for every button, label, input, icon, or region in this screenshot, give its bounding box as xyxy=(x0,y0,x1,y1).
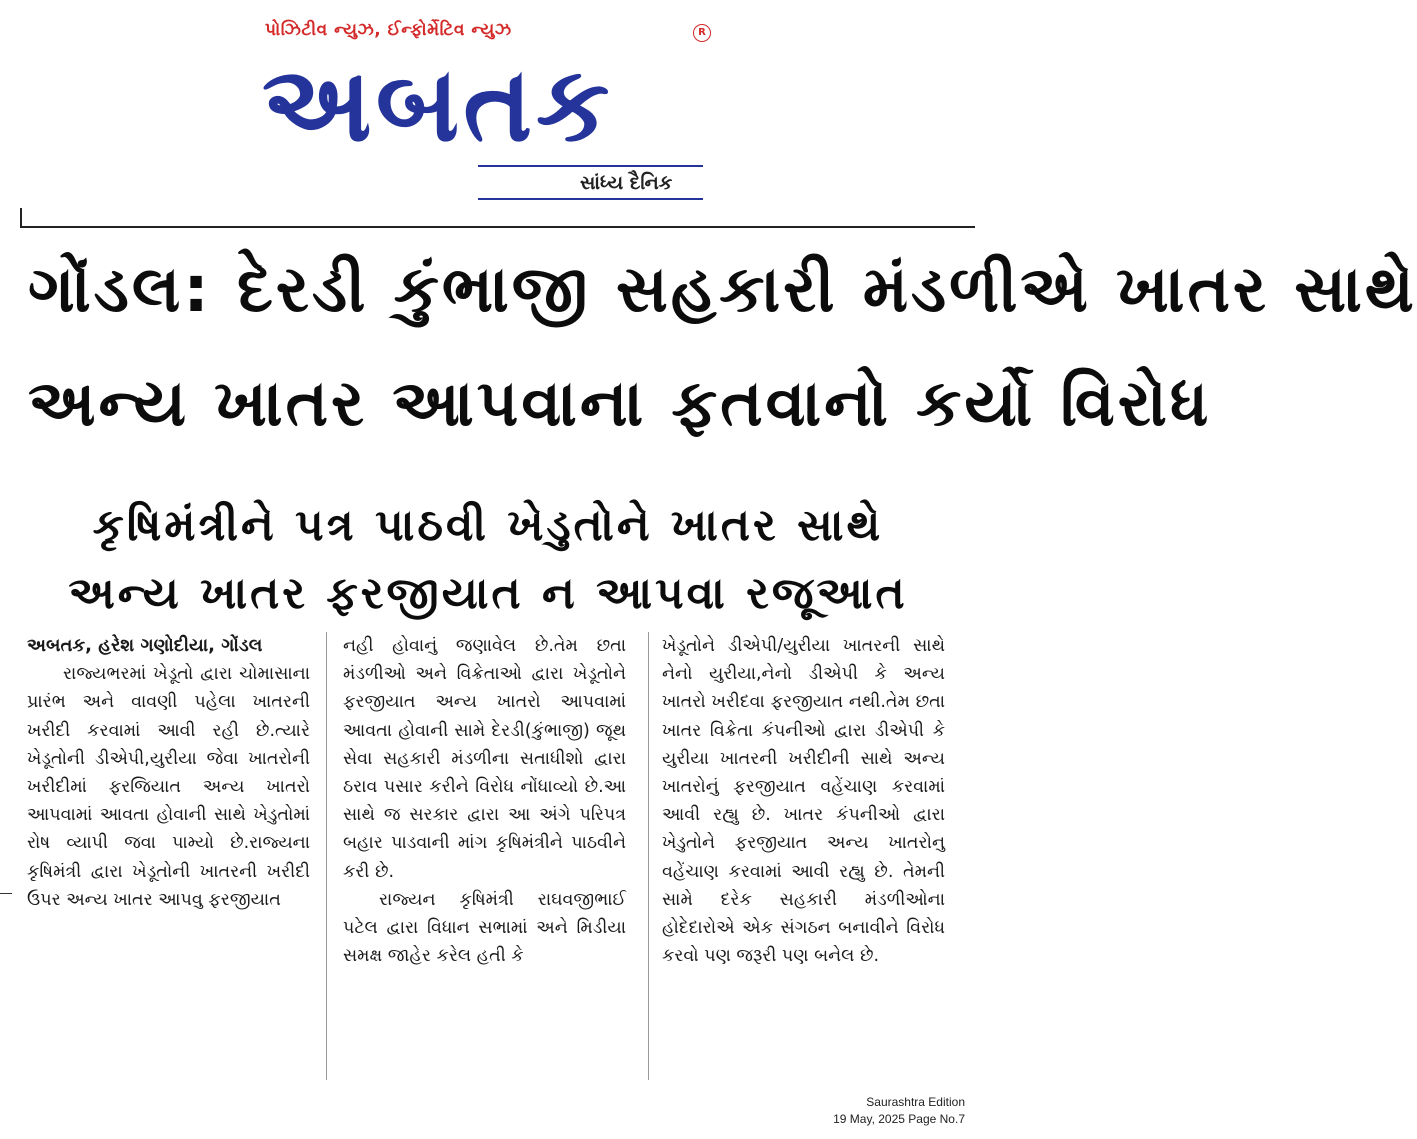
headline-line-2: અન્ય ખાતર આપવાના ફતવાનો કર્યો વિરોધ xyxy=(28,367,1212,441)
masthead xyxy=(0,0,975,230)
subtitle-underline xyxy=(478,198,703,200)
logo-underline xyxy=(478,165,703,167)
column-divider xyxy=(648,632,649,1080)
crop-mark xyxy=(20,208,22,228)
masthead-subtitle: સાંધ્ય દૈનિક xyxy=(580,172,673,194)
article-column-2 xyxy=(343,632,626,1082)
masthead-divider xyxy=(22,226,975,228)
column-2-paragraph-1: નહી હોવાનું જણાવેલ છે.તેમ છતા મંડળીઓ અને વિક્રેતાઓ દ્વારા ખેડૂતોને ફરજીયાત અન્ય ખાતરો આપવામાં આવતા હોવાની સામે દેરડી(કુંભાજી) જૂથ સેવા સહકારી મંડળીના સતાધીશો દ્વારા ઠરાવ પસાર કરીને વિરોધ નોંધાવ્યો છે.આ સાથે જ સરકાર દ્વારા આ અંગે પરિપત્ર બહાર પાડવાની માંગ કૃષિમંત્રીને પાઠવીને કરી છે. xyxy=(343,636,626,882)
newspaper-logo: અબતક xyxy=(262,43,614,165)
page-footer xyxy=(833,1094,965,1128)
margin-mark xyxy=(0,893,12,894)
column-2-paragraph-2: રાજ્યન કૃષિમંત્રી રાઘવજીભાઈ પટેલ દ્વારા વિધાન સભામાં અને મિડીયા સમક્ષ જાહેર કરેલ હતી કે xyxy=(343,889,626,967)
edition-date-page: 19 May, 2025 Page No.7 xyxy=(833,1112,965,1126)
article-column-1 xyxy=(27,632,310,1082)
registered-mark-icon: R xyxy=(693,24,711,42)
masthead-tagline: પોઝિટીવ ન્યુઝ, ઈન્ફોર્મેટિવ ન્યુઝ xyxy=(265,20,512,40)
article-byline: અબતક, હરેશ ગણોદીયા, ગોંડલ xyxy=(27,635,263,656)
subheadline-line-1: કૃષિમંત્રીને પત્ર પાઠવી ખેડુતોને ખાતર સાથે xyxy=(92,500,884,551)
column-3-paragraph: ખેડૂતોને ડીએપી/યુરીયા ખાતરની સાથે નેનો યુરીયા,નેનો ડીએપી કે અન્ય ખાતરો ખરીદવા ફરજીયાત નથી.તેમ છતા ખાતર વિક્રેતા કંપનીઓ દ્વારા ડીએપી કે યુરીયા ખાતરની ખરીદીની સાથે અન્ય ખાતરોનું ફરજીયાત વહેંચાણ કરવામાં આવી રહ્યુ છે. ખાતર કંપનીઓ દ્વારા ખેડુતોને ફરજીયાત અન્ય ખાતરોનુ વહેંચાણ કરવામાં આવી રહ્યુ છે. તેમની સામે દરેક સહકારી મંડળીઓના હોદેદારોએ એક સંગઠન બનાવીને વિરોધ કરવો પણ જરૂરી પણ બનેલ છે. xyxy=(662,636,945,967)
headline-line-1: ગોંડલ: દેરડી કુંભાજી સહકારી મંડળીએ ખાતર સાથે xyxy=(28,253,1417,327)
column-divider xyxy=(326,632,327,1080)
column-1-paragraph: રાજ્યભરમાં ખેડૂતો દ્વારા ચોમાસાના પ્રારંભ અને વાવણી પહેલા ખાતરની ખરીદી કરવામાં આવી રહી છે.ત્યારે ખેડૂતોની ડીએપી,યુરીયા જેવા ખાતરોની ખરીદીમાં ફરજિયાત અન્ય ખાતરો આપવામાં આવતા હોવાની સાથે ખેડુતોમાં રોષ વ્યાપી જવા પામ્યો છે.રાજ્યના કૃષિમંત્રી દ્વારા ખેડૂતોની ખાતરની ખરીદી ઉપર અન્ય ખાતર આપવુ ફરજીયાત xyxy=(27,664,310,910)
subheadline-line-2: અન્ય ખાતર ફરજીયાત ન આપવા રજૂઆત xyxy=(68,568,908,619)
edition-name: Saurashtra Edition xyxy=(866,1095,965,1109)
article-column-3 xyxy=(662,632,945,1082)
